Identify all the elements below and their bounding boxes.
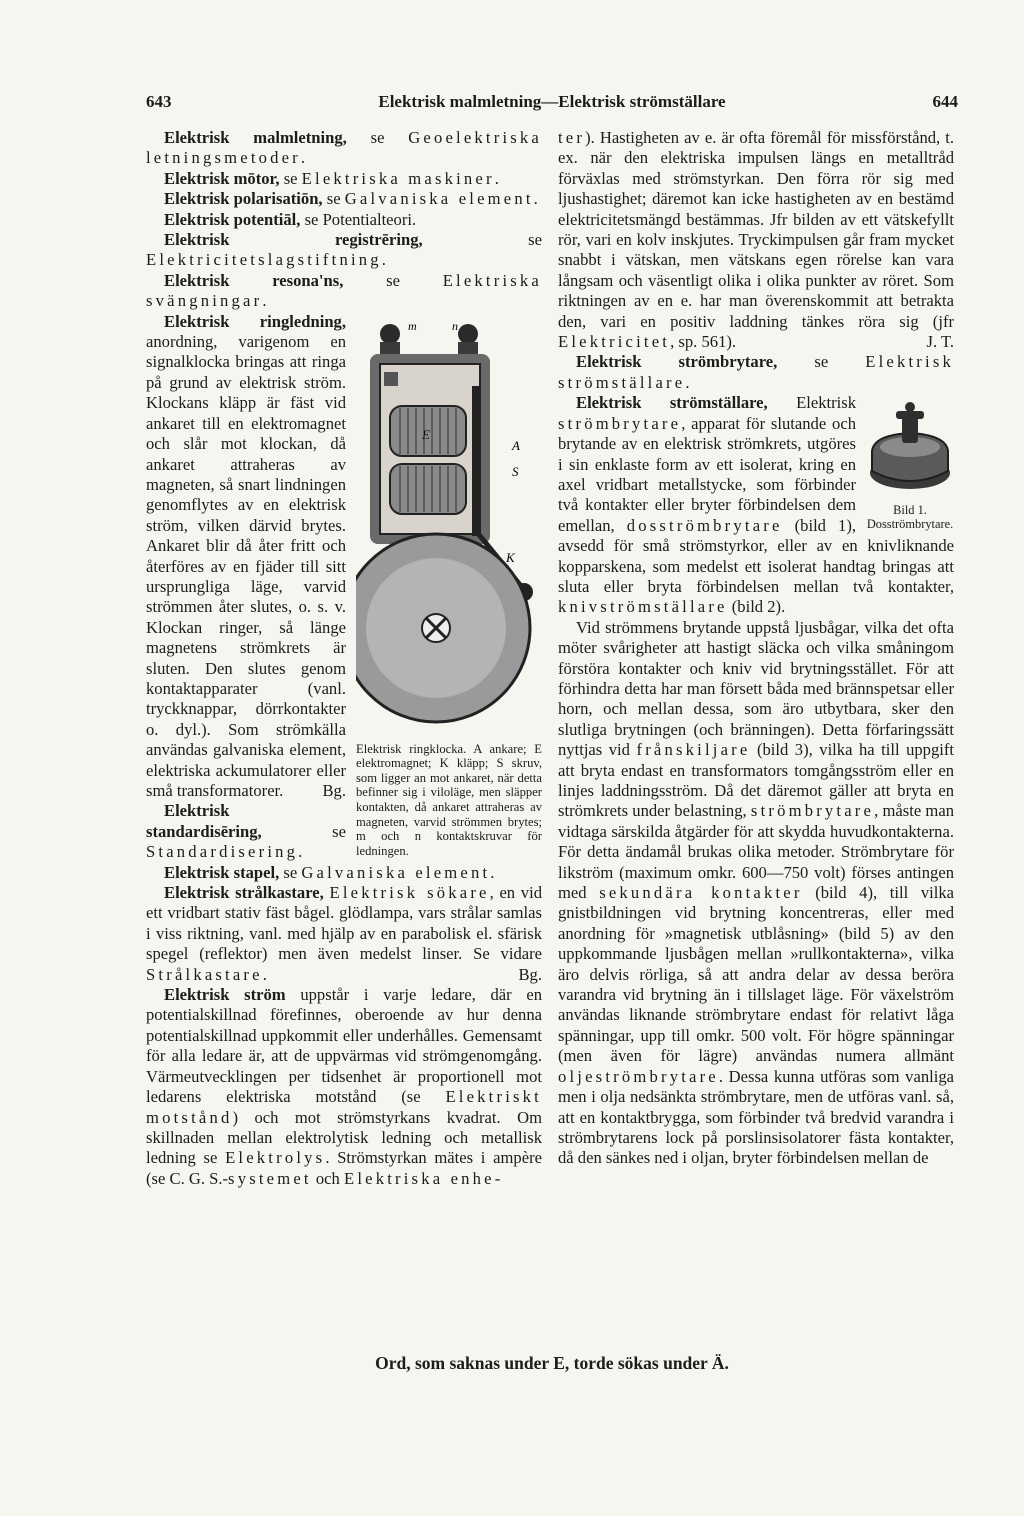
- bell-label-m: m: [408, 318, 417, 333]
- switch-caption-title: Bild 1.: [893, 503, 927, 518]
- bell-label-n: n: [452, 318, 458, 333]
- entry: Elektrisk resona'ns, se Elektriska svängningar.: [146, 270, 542, 311]
- bell-label-K: K: [506, 549, 515, 565]
- entry: Elektrisk ström uppstår i varje ledare, där en potentialskillnad förefinnes, oberoende av hur denna potentialskillnad uppkommit eller underhålles. Gemensamt för alla ledare är, att de uppvärmas vid strömgenomgång. Värmeutvecklingen per tidsenhet är proportionell mot ledarens elektriska motstånd (se Elektriskt motstånd) och mot strömstyrkans kvadrat. Om skillnaden mellan elektrolytisk ledning och metallisk ledning se Elektrolys. Strömstyrkan mätes i ampère (se C. G. S.-systemet och Elektriska enhe-: [146, 985, 543, 1188]
- page-footer-note: Ord, som saknas under E, torde sökas under Ä.: [375, 1353, 729, 1373]
- switch-caption: [866, 503, 954, 531]
- entry: Elektrisk strålkastare, Elektrisk sökare, en vid ett vridbart stativ fäst bågel. glödlampa, vars strålar samlas i viss riktning, vanl. med hjälp av en parabolisk el. sfärisk spegel (reflektor) men även medelst linser. Se vidare Strålkastare. Bg.: [146, 883, 543, 984]
- paragraph: Vid strömmens brytande uppstå ljusbågar, vilka det ofta möter svårigheter att hastigt släcka och vilka småningom förstöra kontakter och kniv vid brytningsstället. För att förhindra detta har man försett båda med brännspetsar eller horn, och mellan dessa, som äro utbytbara, sker den slutliga brytningen (och bränningen). Detta förfaringssätt nyttjas vid frånskiljare (bild 3), vilka ha till uppgift att bryta endast en transformators tomgångsström eller en linjes laddningsström. Då det däremot gäller att bryta en strömkrets under belastning, strömbrytare, måste man vidtaga särskilda åtgärder för att skydda huvudkontakterna. För detta ändamål brukas olika metoder. Strömbrytare för likström (maximum omkr. 600—750 volt) förses antingen med sekundära kontakter (bild 4), till vilka gnistbildningen vid brytning koncentreras, eller med anordning för »magnetisk utblåsning» (bild 5) av den uppkommande ljusbågen mellan »rullkontakterna», vilka äro delvis rörliga, så att andra delar av dessa beröra varandra vid brytning än i tillslaget läge. För växelström användas liknande strömbrytare endast för relativt låga spänningar, upp till omkr. 500 volt. För högre spänningar (men även för lägre) användas numera allmänt oljeströmbrytare. Dessa kunna utföras som vanliga men i olja nedsänkta strömbrytare, men de utföras vanl. så, att en kontaktbrygga, som förbinder två bredvid varandra i strömbrytarens lock på porslinsisolatorer fästa kontakter, då den sänkes ned i oljan, bryter förbindelsen mellan de: [558, 617, 955, 1168]
- entry: Elektrisk standardisēring, se Standardisering.: [146, 801, 346, 862]
- rotary-switch-illustration: [866, 399, 954, 495]
- switch-figure: [866, 399, 954, 531]
- entry: Elektrisk registrēring, se Elektricitetslagstiftning.: [146, 230, 542, 270]
- left-column: [146, 128, 542, 1189]
- bell-figure: [356, 316, 542, 859]
- entry: Elektrisk polarisatiōn, se Galvaniska element.: [164, 189, 538, 209]
- running-title: Elektrisk malmletning—Elektrisk strömställare: [378, 92, 726, 111]
- entry: Elektrisk stapel, se Galvaniska element.: [164, 862, 495, 882]
- entry: Elektrisk mōtor, se Elektriska maskiner.: [164, 168, 499, 188]
- switch-caption-text: Dosströmbrytare.: [866, 517, 954, 532]
- bell-label-A: A: [512, 437, 520, 453]
- entry: Elektrisk strömställare, Elektrisk strömbrytare, apparat för slutande och brytande av en elektrisk strömkrets, utgöres i sin enklaste form av ett isolerat, kring en axel vridbart metallstycke, som förbinder två kontakter eller bryter förbindelsen dem emellan, dosströmbrytare (bild 1), avsedd för små strömstyrkor, eller av en knivliknande kopparskena, som medelst ett isolerat handtag bringas att sluta eller bryta förbindelsen mellan två kontakter, knivströmställare (bild 2).: [558, 393, 954, 617]
- right-column: [558, 128, 954, 1169]
- entry: Elektrisk ringledning, anordning, varigenom en signalklocka bringas att ringa på grund av elektrisk ström. Klockans kläpp är fäst vid ankaret till en elektromagnet och slår mot klockan, då ankaret attraheras av magneten, så snart lindningen genomflytes av en elektrisk ström, vilken därvid brytes. Ankaret blir då åter fritt och återföres av en fjäder till sitt ursprungliga läge, varvid strömmen åter slutes, o. s. v. Klockan ringer, så länge magnetens strömkrets är sluten. Den slutes genom kontaktapparater (vanl. tryckknappar, dörrkontakter o. dyl.). Som strömkälla användas galvaniska element, elektriska ackumulatorer eller små transformatorer. Bg.: [146, 311, 346, 800]
- entry: Elektrisk potentiāl, se Potentialteori.: [164, 209, 417, 229]
- electric-bell-illustration: [356, 316, 542, 736]
- page-number-right: 644: [932, 92, 958, 111]
- bell-label-E: E: [422, 426, 430, 442]
- page-header: [146, 92, 958, 116]
- entry: Elektrisk strömbrytare, se Elektrisk strömställare.: [558, 352, 954, 392]
- entry: ter). Hastigheten av e. är ofta föremål för missförstånd, t. ex. när den elektriska impulsen längs en metalltråd förväxlas med strömstyrkan. Den förra rör sig med ljushastighet; däremot kan icke hastigheten av en bestämd elektricitetsmängd bestämmas. Jfr bilden av ett vätskefyllt rör, vari en kolv inskjutes. Tryckimpulsen går fram mycket snabbt i vätskan, men vätskans egen rörelse kan vara långsam och väsentligt olika i olika punkter av röret. Som riktningen av en e. har man överenskommit att betrakta den, vari en positiv laddning tänkes röra sig (jfr Elektricitet, sp. 561). J. T.: [558, 128, 954, 352]
- bell-caption: Elektrisk ringklocka. A ankare; E elektromagnet; K kläpp; S skruv, som ligger an mot ankaret, när detta befinner sig i viloläge, men släpper kontakten, då ankaret attraheras av magneten, varvid strömmen brytes; m och n kontaktskruvar för ledningen.: [356, 741, 542, 858]
- page-number-left: 643: [146, 92, 172, 111]
- bell-label-S: S: [512, 463, 519, 479]
- entry: Elektrisk malmletning, se Geoelektriska letningsmetoder.: [146, 128, 542, 168]
